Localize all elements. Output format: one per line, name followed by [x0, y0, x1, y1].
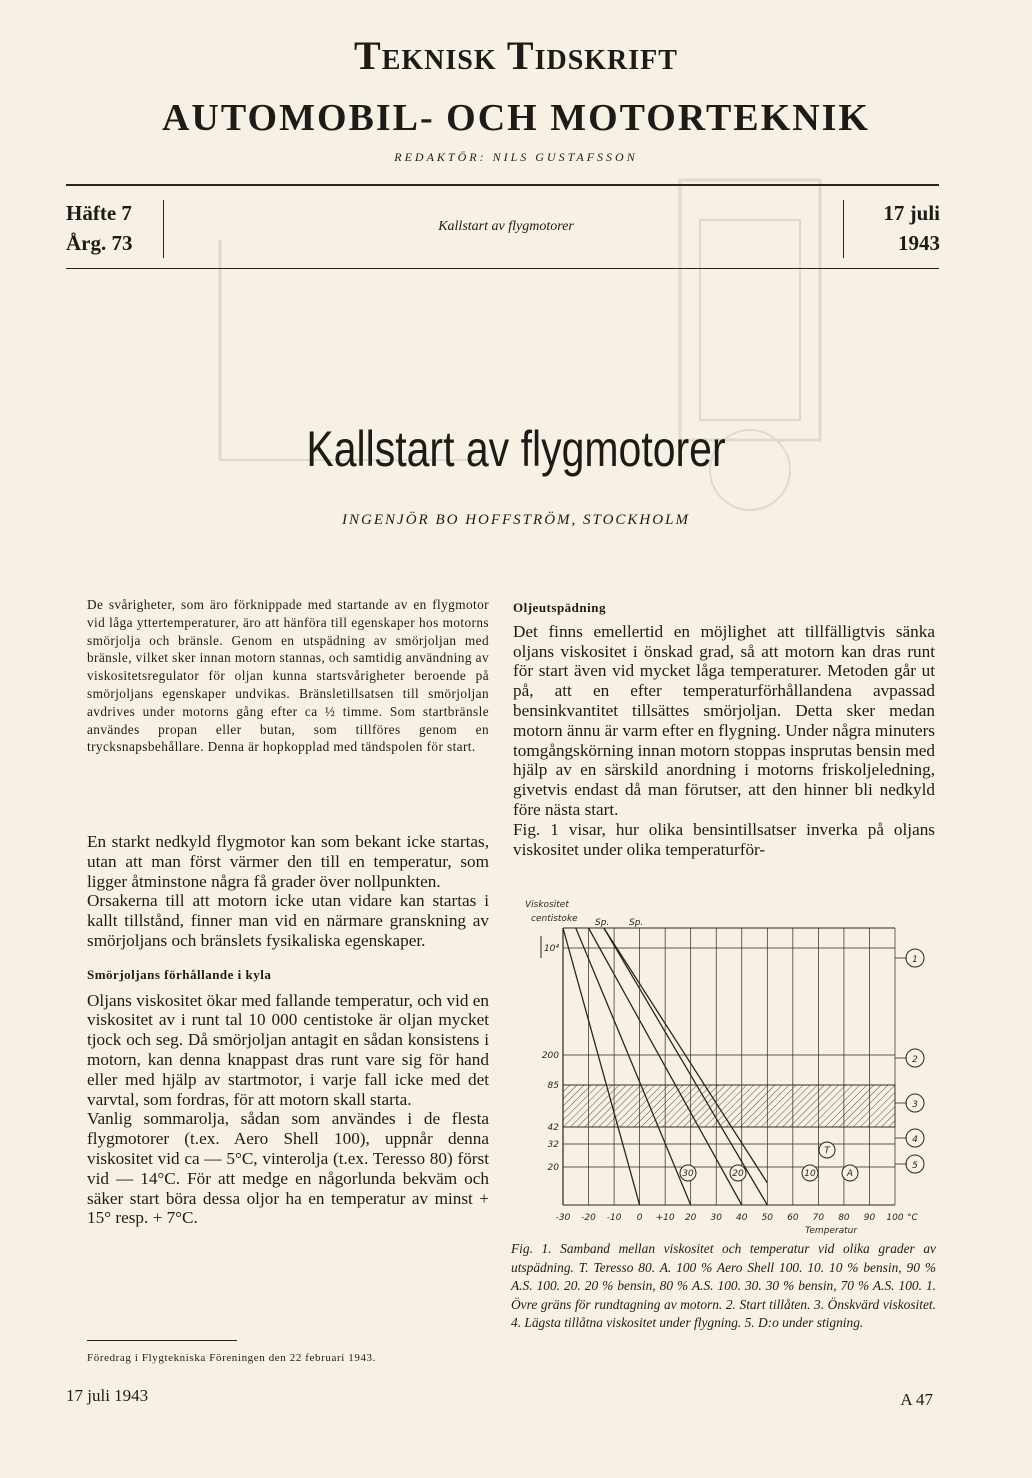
y-axis-unit: centistoke — [531, 914, 578, 924]
footnote: Föredrag i Flygtekniska Föreningen den 22 februari 1943. — [87, 1352, 376, 1364]
issue-day-month: 17 juli — [883, 201, 940, 225]
journal-title: Teknisk Tidskrift — [354, 33, 678, 78]
limit-marker-label: 2 — [912, 1055, 918, 1065]
x-axis-title: Temperatur — [805, 1226, 858, 1236]
curve-marker-label: 20 — [732, 1169, 744, 1179]
x-tick-label: 60 — [787, 1213, 799, 1223]
curve-marker-label: T — [824, 1146, 830, 1156]
masthead-rule-top — [66, 184, 939, 186]
x-tick-label: 70 — [812, 1213, 825, 1223]
issue-number — [66, 198, 133, 258]
x-tick-label: -20 — [581, 1213, 596, 1223]
series-line-20 — [576, 928, 691, 1205]
x-tick-label: 50 — [761, 1213, 774, 1223]
top-label-sp: Sp. — [629, 918, 644, 928]
folio-date: 17 juli 1943 — [66, 1386, 149, 1405]
x-tick-label: 100 — [886, 1213, 904, 1223]
curve-marker-label: 30 — [682, 1169, 694, 1179]
editor-line: REDAKTÖR: NILS GUSTAFSSON — [394, 150, 638, 164]
issue-argang: Årg. 73 — [66, 231, 133, 255]
issue-topic: Kallstart av flygmotorer — [438, 219, 574, 234]
limit-marker-label: 4 — [912, 1135, 918, 1145]
article-abstract: De svårigheter, som äro förknippade med startande av en flygmotor vid låga yttertemperaturer, äro att hänföra till egenskaper hos motorns smörjolja och bränsle. Genom en utspädning av smörjoljan med bränsle, vilket sker innan motorn stannas, och samtidig användning av viskositetsregulator för oljan kunna startsvårigheter beroende på smörjoljans egenskaper undvikas. Bränsletillsatsen till smörjoljan avdrives under motorns gång efter ca ½ timme. Som startbränsle användes propan eller butan, som tillföres genom en trycksnapsbehållare. Denna är hopkopplad med tändspolen för start. — [87, 597, 489, 755]
y-tick-label: 42 — [547, 1123, 559, 1133]
issue-divider-left — [163, 200, 164, 258]
x-tick-label: +10 — [655, 1213, 675, 1223]
x-tick-label: -10 — [606, 1213, 622, 1223]
subheading-oil-cold: Smörjoljans förhållande i kyla — [87, 966, 272, 982]
intro-paragraph-1: En starkt nedkyld flygmotor kan som bekant icke startas, utan att man först värmer den till en temperatur, som ligger åtminstone några få grader över nollpunkten. — [87, 832, 489, 891]
y-tick-label: 20 — [547, 1163, 559, 1173]
figure-caption: Fig. 1. Samband mellan viskositet och temperatur vid olika grader av utspädning. T. Teresso 80. A. 100 % Aero Shell 100. 10. 10 % bensin, 90 % A.S. 100. 20. 20 % bensin, 80 % A.S. 100. 30. 30 % bensin, 70 % A.S. 100. 1. Övre gräns för rundtagning av motorn. 2. Start tillåten. 3. Önskvärd viskositet. 4. Lägsta tillåtna viskositet under flygning. 5. D:o under stigning. — [511, 1241, 936, 1330]
limit-marker-label: 3 — [912, 1100, 918, 1110]
y-axis-title: Viskositet — [525, 900, 569, 910]
dilution-paragraph-2: Fig. 1 visar, hur olika bensintillsatser inverka på oljans viskositet under olika temperaturför- — [513, 819, 935, 859]
article-author: INGENJÖR BO HOFFSTRÖM, STOCKHOLM — [342, 512, 690, 528]
y-tick-label: 200 — [541, 1051, 559, 1061]
issue-year: 1943 — [898, 231, 940, 255]
curve-marker-label: A — [846, 1169, 854, 1179]
y-tick-label: 10⁴ — [543, 944, 559, 954]
limit-marker-label: 5 — [912, 1161, 918, 1171]
top-label-sp: Sp. — [595, 918, 610, 928]
masthead-rule-bottom — [66, 268, 939, 269]
x-tick-label: 80 — [838, 1213, 850, 1223]
intro-paragraph-2: Orsakerna till att motorn icke utan vidare kan startas i kallt tillstånd, finner man vid en närmare granskning av smörjoljans och bränslets fysikaliska egenskaper. — [87, 891, 489, 950]
curve-marker-label: 10 — [804, 1169, 816, 1179]
x-tick-label: 0 — [636, 1213, 643, 1223]
page-number: A 47 — [900, 1390, 933, 1409]
x-tick-label: -30 — [555, 1213, 571, 1223]
x-tick-label: 40 — [736, 1213, 748, 1223]
dilution-paragraph-1: Det finns emellertid en möjlighet att tillfälligtvis sänka oljans viskositet i önskad grad, så att motorn kan dras runt för start även vid mycket låga temperaturer. Metoden går ut på, att en efter temperaturförhållandena avpassad bensinkvantitet tillsättes smörjoljan. Detta sker medan motorn ännu är varm efter en flygning. Under några minuters tomgångskörning innan motorn stoppas insprutas bensin med hjälp av en särskild anordning i motorns friskoljeledning, givetvis endast då man förutser, att den hinner bli nedkyld före nästa start. — [513, 621, 936, 819]
issue-date — [883, 198, 940, 258]
y-tick-label: 85 — [547, 1081, 559, 1091]
x-tick-label: 30 — [710, 1213, 722, 1223]
viscosity-chart — [505, 895, 940, 1240]
subheading-dilution: Oljeutspädning — [513, 600, 606, 615]
x-unit-label: °C — [907, 1213, 918, 1223]
x-tick-label: 20 — [684, 1213, 697, 1223]
oil-paragraph-2: Vanlig sommarolja, sådan som användes i de flesta flygmotorer (t.ex. Aero Shell 100), uppnår denna viskositet vid ca — 5°C, vinterolja (t.ex. Teresso 80) först vid — 14°C. För att medge en någorlunda bekväm och säker start böra dessa oljor ha en temperatur av minst + 15° resp. + 7°C. — [87, 1109, 489, 1228]
article-title: Kallstart av flygmotorer — [306, 421, 726, 477]
y-tick-label: 32 — [547, 1140, 559, 1150]
right-column — [513, 598, 935, 859]
limit-marker-label: 1 — [912, 955, 918, 965]
left-column — [87, 832, 489, 1228]
x-tick-label: 90 — [863, 1213, 876, 1223]
issue-hafte: Häfte 7 — [66, 201, 132, 225]
issue-divider-right — [843, 200, 844, 258]
oil-paragraph-1: Oljans viskositet ökar med fallande temperatur, och vid en viskositet av i runt tal 10 000 centistoke är oljan mycket tjock och seg. Då smörjoljan antagit en sådan konsistens i motorn, kan denna knappast dras runt vare sig för hand eller med hjälp av startmotor, i varje fall icke med det varvtal, som fordras, för att motorn skall starta. — [87, 990, 489, 1109]
footnote-rule — [87, 1340, 237, 1341]
section-title: AUTOMOBIL- OCH MOTORTEKNIK — [161, 97, 870, 139]
